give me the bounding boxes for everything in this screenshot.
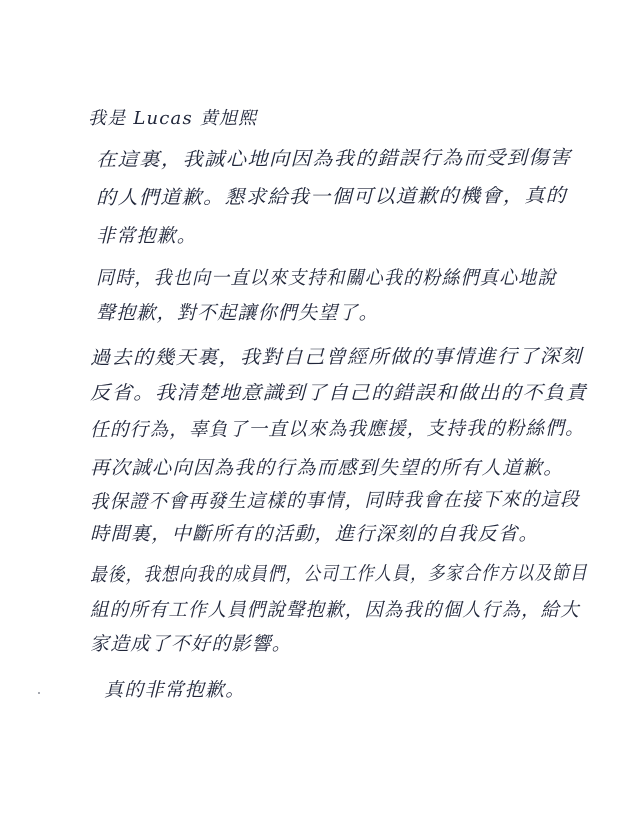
letter-line: 在這裏，我誠心地向因為我的錯誤行為而受到傷害 <box>95 146 572 171</box>
letter-line: 家造成了不好的影響。 <box>90 633 293 655</box>
letter-line: 反省。我清楚地意識到了自己的錯誤和做出的不負責 <box>90 382 588 404</box>
letter-line: 任的行為，辜負了一直以來為我應援，支持我的粉絲們。 <box>89 417 585 441</box>
letter-line: 再次誠心向因為我的行為而感到失望的所有人道歉。 <box>90 457 564 479</box>
letter-line: 的人們道歉。懇求給我一個可以道歉的機會，真的 <box>95 184 568 209</box>
letter-line: 非常抱歉。 <box>96 225 198 247</box>
letter-greeting: 我是 Lucas 黄旭熙 <box>88 108 258 129</box>
letter-line: 同時，我也向一直以來支持和關心我的粉絲們真心地說 <box>96 267 557 289</box>
letter-line: 最後，我想向我的成員們，公司工作人員，多家合作方以及節目 <box>89 562 588 586</box>
letter-line: 聲抱歉，對不起讓你們失望了。 <box>96 302 379 324</box>
letter-closing: 真的非常抱歉。 <box>104 679 246 701</box>
paper-speck <box>38 692 40 694</box>
letter-line: 我保證不會再發生這樣的事情，同時我會在接下來的這段 <box>89 488 580 513</box>
letter-line: 過去的幾天裏，我對自己曾經所做的事情進行了深刻 <box>89 345 583 369</box>
letter-line: 組的所有工作人員們說聲抱歉，因為我的個人行為，給大 <box>90 599 580 621</box>
letter-line: 時間裏，中斷所有的活動，進行深刻的自我反省。 <box>90 523 539 545</box>
